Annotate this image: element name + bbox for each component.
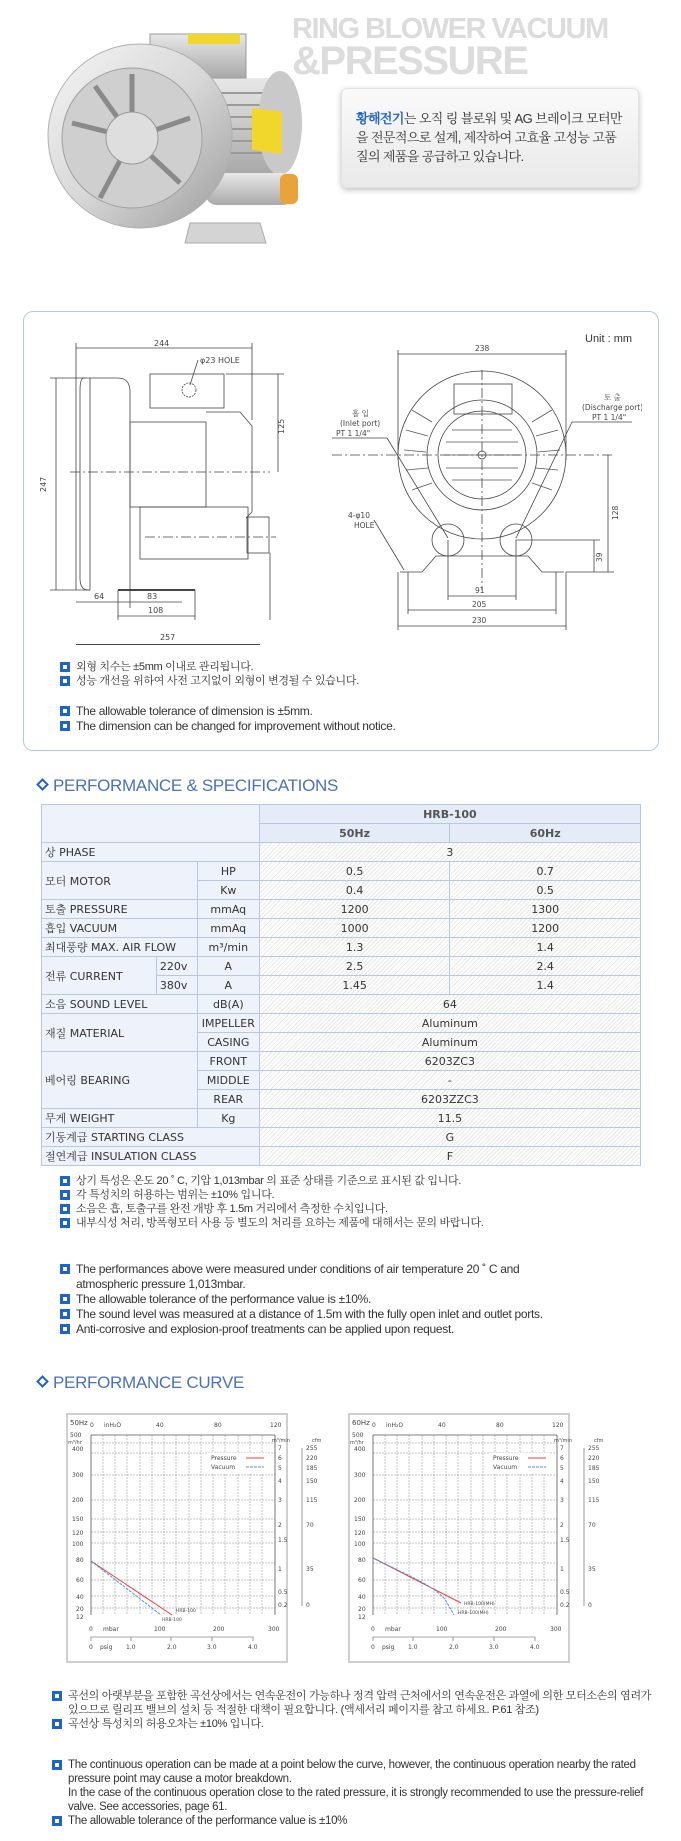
svg-text:1.5: 1.5 (278, 1537, 288, 1544)
note-item: 소음은 흡, 토출구를 완전 개방 후 1.5m 거리에서 측정한 수치입니다. (60, 1202, 484, 1216)
svg-text:3.0: 3.0 (489, 1644, 499, 1651)
note-item: The allowable tolerance of the performance value is ±10%. (60, 1292, 560, 1307)
svg-text:mbar: mbar (385, 1626, 401, 1633)
svg-text:HRB-100: HRB-100 (176, 1609, 196, 1614)
svg-text:0: 0 (89, 1626, 93, 1633)
svg-text:3: 3 (278, 1497, 282, 1504)
note-item: The continuous operation can be made at a point below the curve, however, the continuous operation nearby the rated pressure point may cause a motor breakdown. In the case of the continuous operation close to the rated pressure, it is strongly recommended to use the pressure-relief valve. See accessories, page 61. (52, 1758, 652, 1814)
inlet-label-ko: 흡 입 (352, 409, 369, 418)
svg-text:150: 150 (306, 1478, 318, 1485)
svg-text:0: 0 (588, 1602, 592, 1609)
svg-text:6: 6 (278, 1455, 282, 1462)
svg-text:m³/hr: m³/hr (350, 1440, 364, 1446)
svg-text:Pressure: Pressure (211, 1455, 237, 1462)
svg-text:20: 20 (358, 1606, 366, 1613)
spec-notes-en (60, 1262, 560, 1337)
dim-64: 64 (94, 592, 105, 601)
bullet-square-icon (60, 1176, 70, 1186)
svg-text:7: 7 (278, 1445, 282, 1452)
svg-text:40: 40 (156, 1422, 164, 1429)
discharge-label-ko: 토 출 (604, 393, 621, 402)
dim-238: 238 (475, 344, 490, 353)
table-row: 소음 SOUND LEVEL dB(A) 64 (42, 995, 641, 1014)
note-item: 외형 치수는 ±5mm 이내로 관리됩니다. (60, 660, 359, 674)
table-row: MIDDLE - (42, 1071, 641, 1090)
svg-text:2: 2 (560, 1522, 564, 1529)
svg-text:120: 120 (354, 1530, 366, 1537)
svg-text:1: 1 (560, 1566, 564, 1573)
table-row: 토출 PRESSURE mmAq 1200 1300 (42, 900, 641, 919)
svg-text:220: 220 (588, 1455, 600, 1462)
svg-text:inH₂O: inH₂O (104, 1422, 122, 1429)
bullet-square-icon (60, 706, 70, 716)
svg-text:40: 40 (76, 1594, 84, 1601)
svg-text:Vacuum: Vacuum (493, 1464, 518, 1471)
svg-text:100: 100 (354, 1541, 366, 1548)
svg-text:115: 115 (588, 1497, 600, 1504)
svg-text:0.2: 0.2 (278, 1602, 288, 1609)
svg-text:100: 100 (72, 1541, 84, 1548)
svg-text:60: 60 (358, 1577, 366, 1584)
svg-text:0: 0 (90, 1422, 94, 1429)
inlet-size: PT 1 1/4" (336, 429, 371, 438)
svg-text:220: 220 (306, 1455, 318, 1462)
intro-text: 는 오직 링 블로워 및 AG 브레이크 모터만을 전문적으로 설계, 제작하여 고효율 고성능 고품질의 제품을 공급하고 있습니다. (356, 111, 622, 164)
svg-text:HRB-100(MH): HRB-100(MH) (464, 1602, 495, 1607)
chart-50hz-right-axes (272, 1436, 332, 1636)
note-item: 내부식성 처리, 방폭형모터 사용 등 별도의 처리를 요하는 제품에 대해서는 문의 바랍니다. (60, 1216, 484, 1230)
svg-text:40: 40 (438, 1422, 446, 1429)
note-item: The allowable tolerance of the performance value is ±10% (52, 1814, 652, 1828)
chart-60hz-right-axes (554, 1436, 614, 1636)
svg-text:185: 185 (588, 1465, 600, 1472)
dim-83: 83 (147, 592, 158, 601)
bullet-square-icon (60, 721, 70, 731)
table-row: CASING Aluminum (42, 1033, 641, 1052)
table-row: 전류 CURRENT 220v A 2.5 2.4 (42, 957, 641, 976)
svg-text:mbar: mbar (103, 1626, 119, 1633)
svg-text:4.0: 4.0 (530, 1644, 540, 1651)
diamond-icon (36, 778, 49, 791)
discharge-size: PT 1 1/4" (592, 413, 627, 422)
svg-text:0.5: 0.5 (560, 1589, 570, 1596)
bullet-square-icon (60, 1309, 70, 1319)
bullet-square-icon (60, 1218, 70, 1228)
svg-text:psig: psig (382, 1644, 395, 1651)
hero-title (292, 13, 608, 83)
svg-text:80: 80 (496, 1422, 504, 1429)
table-row: 무게 WEIGHT Kg 11.5 (42, 1109, 641, 1128)
svg-text:150: 150 (72, 1516, 84, 1523)
svg-text:HRB-100(MH): HRB-100(MH) (458, 1611, 489, 1616)
svg-text:0.2: 0.2 (560, 1602, 570, 1609)
svg-text:400: 400 (354, 1446, 366, 1453)
note-item: The performances above were measured under conditions of air temperature 20 ˚ C and atmospheric pressure 1,013mbar. (60, 1262, 560, 1292)
svg-text:2.0: 2.0 (167, 1644, 177, 1651)
product-photo (40, 8, 310, 258)
svg-text:400: 400 (72, 1446, 84, 1453)
svg-text:2.0: 2.0 (449, 1644, 459, 1651)
curve-notes-ko (52, 1689, 662, 1731)
curve-notes-en (52, 1758, 652, 1828)
svg-text:0: 0 (306, 1602, 310, 1609)
note-item: 성능 개선을 위하여 사전 고지없이 외형이 변경될 수 있습니다. (60, 674, 359, 688)
svg-text:115: 115 (306, 1497, 318, 1504)
performance-chart-60hz (348, 1413, 570, 1663)
svg-text:1.5: 1.5 (560, 1537, 570, 1544)
svg-text:0.5: 0.5 (278, 1589, 288, 1596)
svg-text:150: 150 (354, 1516, 366, 1523)
dimension-notes-ko (60, 660, 359, 688)
table-row: 모터 MOTOR HP 0.5 0.7 (42, 862, 641, 881)
svg-text:HRB-100: HRB-100 (162, 1618, 182, 1623)
note-item: 상기 특성은 온도 20 ˚ C, 기압 1,013mbar 의 표준 상태를 기준으로 표시된 값 입니다. (60, 1174, 484, 1188)
bullet-square-icon (60, 676, 70, 686)
svg-text:255: 255 (588, 1445, 600, 1452)
bullet-square-icon (60, 1294, 70, 1304)
svg-text:1.0: 1.0 (126, 1644, 136, 1651)
svg-text:1.0: 1.0 (408, 1644, 418, 1651)
hole-label: φ23 HOLE (200, 356, 240, 365)
svg-text:80: 80 (214, 1422, 222, 1429)
svg-text:20: 20 (76, 1606, 84, 1613)
bullet-square-icon (60, 662, 70, 672)
svg-text:4: 4 (278, 1478, 282, 1485)
svg-text:m³/min: m³/min (272, 1438, 290, 1444)
svg-text:5: 5 (560, 1465, 564, 1472)
svg-text:12: 12 (358, 1614, 366, 1621)
hero-title-line2: &PRESSURE (292, 38, 528, 83)
note-item: The dimension can be changed for improvement without notice. (60, 719, 396, 734)
svg-text:cfm: cfm (594, 1438, 604, 1444)
diamond-icon (36, 1375, 49, 1388)
svg-text:0: 0 (372, 1422, 376, 1429)
svg-text:70: 70 (588, 1522, 596, 1529)
svg-text:0: 0 (371, 1644, 375, 1651)
svg-text:60Hz: 60Hz (352, 1419, 370, 1427)
unit-label: Unit : mm (585, 333, 633, 345)
svg-text:255: 255 (306, 1445, 318, 1452)
svg-text:m³/hr: m³/hr (68, 1440, 82, 1446)
svg-text:40: 40 (358, 1594, 366, 1601)
table-row: Kw 0.4 0.5 (42, 881, 641, 900)
svg-text:300: 300 (550, 1626, 562, 1633)
table-row: 재질 MATERIAL IMPELLER Aluminum (42, 1014, 641, 1033)
bullet-square-icon (52, 1760, 62, 1770)
bullet-square-icon (60, 1264, 70, 1274)
discharge-label-en: (Discharge port) (582, 403, 642, 412)
svg-text:100: 100 (436, 1626, 448, 1633)
svg-text:12: 12 (76, 1614, 84, 1621)
svg-text:4.0: 4.0 (248, 1644, 258, 1651)
dim-125: 125 (277, 418, 286, 434)
side-view-drawing (30, 340, 320, 620)
svg-text:300: 300 (268, 1626, 280, 1633)
dim-205: 205 (472, 600, 487, 609)
svg-text:35: 35 (588, 1566, 596, 1573)
svg-text:35: 35 (306, 1566, 314, 1573)
svg-text:500: 500 (70, 1432, 82, 1439)
freq-header-50: 50Hz (259, 824, 450, 843)
svg-text:inH₂O: inH₂O (386, 1422, 404, 1429)
table-row: 기동계급 STARTING CLASS G (42, 1128, 641, 1147)
specs-section-title: PERFORMANCE & SPECIFICATIONS (34, 776, 338, 796)
note-item: 곡선상 특성치의 허용오차는 ±10% 입니다. (52, 1717, 662, 1731)
svg-text:500: 500 (352, 1432, 364, 1439)
table-row: 베어링 BEARING FRONT 6203ZC3 (42, 1052, 641, 1071)
svg-text:4: 4 (560, 1478, 564, 1485)
svg-text:200: 200 (354, 1497, 366, 1504)
inlet-label-en: (Inlet port) (340, 419, 381, 428)
svg-text:m³/min: m³/min (554, 1438, 572, 1444)
bullet-square-icon (60, 1190, 70, 1200)
hole-label-count: 4-φ10 (348, 511, 370, 520)
table-row: 흡입 VACUUM mmAq 1000 1200 (42, 919, 641, 938)
dim-244: 244 (154, 340, 170, 348)
svg-text:Vacuum: Vacuum (211, 1464, 236, 1471)
brand-name: 황해전기 (356, 111, 404, 126)
bullet-square-icon (60, 1324, 70, 1334)
svg-text:60: 60 (76, 1577, 84, 1584)
spec-notes-ko (60, 1174, 484, 1230)
svg-text:Pressure: Pressure (493, 1455, 519, 1462)
svg-text:2: 2 (278, 1522, 282, 1529)
dim-257: 257 (160, 633, 176, 642)
svg-text:200: 200 (495, 1626, 507, 1633)
model-header: HRB-100 (259, 805, 640, 824)
svg-text:300: 300 (72, 1472, 84, 1479)
svg-text:120: 120 (552, 1422, 564, 1429)
curve-section-title: PERFORMANCE CURVE (34, 1373, 244, 1393)
svg-text:0: 0 (371, 1626, 375, 1633)
bullet-square-icon (52, 1816, 62, 1826)
svg-text:120: 120 (270, 1422, 282, 1429)
svg-text:100: 100 (154, 1626, 166, 1633)
svg-text:80: 80 (358, 1557, 366, 1564)
svg-text:150: 150 (588, 1478, 600, 1485)
bullet-square-icon (52, 1691, 62, 1701)
svg-text:6: 6 (560, 1455, 564, 1462)
svg-text:0: 0 (89, 1644, 93, 1651)
svg-text:7: 7 (560, 1445, 564, 1452)
dim-247: 247 (39, 476, 48, 492)
svg-text:50Hz: 50Hz (70, 1419, 88, 1427)
svg-text:cfm: cfm (312, 1438, 322, 1444)
freq-header-60: 60Hz (450, 824, 641, 843)
hero-title-line1: RING BLOWER VACUUM (292, 13, 608, 45)
svg-text:1: 1 (278, 1566, 282, 1573)
dim-108: 108 (148, 606, 164, 615)
bullet-square-icon (60, 1204, 70, 1214)
svg-text:3.0: 3.0 (207, 1644, 217, 1651)
table-row: 최대풍량 MAX. AIR FLOW m³/min 1.3 1.4 (42, 938, 641, 957)
note-item: The sound level was measured at a distance of 1.5m with the fully open inlet and outlet ports. (60, 1307, 560, 1322)
svg-text:120: 120 (72, 1530, 84, 1537)
dim-39: 39 (595, 552, 604, 562)
bullet-square-icon (52, 1719, 62, 1729)
svg-text:200: 200 (72, 1497, 84, 1504)
company-intro-box (341, 88, 639, 188)
dim-91: 91 (475, 586, 485, 595)
svg-text:70: 70 (306, 1522, 314, 1529)
note-item: The allowable tolerance of dimension is ±5mm. (60, 704, 396, 719)
table-row (42, 805, 641, 824)
table-row: REAR 6203ZZC3 (42, 1090, 641, 1109)
table-row: 상 PHASE 3 (42, 843, 641, 862)
note-item: 곡선의 아랫부분을 포함한 곡선상에서는 연속운전이 가능하나 정격 압력 근처에서의 연속운전은 과열에 의한 모터소손의 염려가 있으므로 릴리프 밸브의 설치 등 적절한 대책이 필요합니다. (액세서리 페이지를 참고 하세요. P.61 참조) (52, 1689, 662, 1717)
svg-text:psig: psig (100, 1644, 113, 1651)
performance-chart-50hz (66, 1413, 288, 1663)
svg-text:80: 80 (76, 1557, 84, 1564)
front-view-drawing (332, 340, 642, 630)
hole-label-text: HOLE (354, 521, 375, 530)
note-item: Anti-corrosive and explosion-proof treatments can be applied upon request. (60, 1322, 560, 1337)
dim-230: 230 (472, 616, 487, 625)
dimension-notes-en (60, 704, 396, 734)
note-item: 각 특성치의 허용하는 범위는 ±10% 입니다. (60, 1188, 484, 1202)
spec-table (41, 804, 641, 1166)
svg-text:185: 185 (306, 1465, 318, 1472)
dim-128: 128 (611, 505, 620, 520)
table-row: 380v A 1.45 1.4 (42, 976, 641, 995)
svg-text:200: 200 (213, 1626, 225, 1633)
table-row: 절연계급 INSULATION CLASS F (42, 1147, 641, 1166)
svg-text:3: 3 (560, 1497, 564, 1504)
dim-257-line (76, 644, 260, 645)
svg-text:5: 5 (278, 1465, 282, 1472)
svg-text:300: 300 (354, 1472, 366, 1479)
